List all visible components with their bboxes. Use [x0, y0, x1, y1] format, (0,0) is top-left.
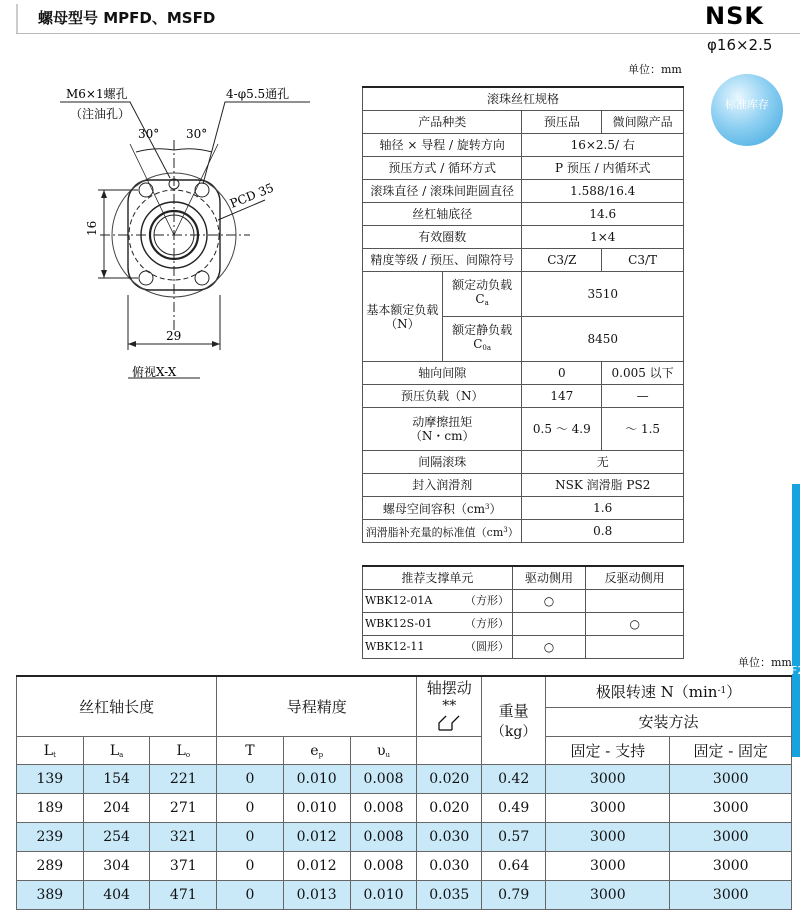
spec-precision-b: C3/T	[602, 249, 684, 272]
col-speed: 极限转速 $N(\min^{-1})$	[546, 676, 792, 707]
support-nondrive	[586, 636, 684, 659]
support-drive: ○	[512, 590, 586, 613]
table-cell: 0.030	[417, 852, 482, 881]
support-table	[362, 565, 684, 659]
table-cell: 3000	[670, 765, 792, 794]
spec-refill-value: 0.8	[522, 520, 684, 543]
spec-precision-label: 精度等级 / 预压、间隙符号	[363, 249, 522, 272]
header-divider	[16, 33, 800, 34]
table-cell: 404	[83, 881, 150, 910]
support-nondrive	[586, 590, 684, 613]
table-cell: 3000	[546, 794, 670, 823]
table-cell: 0	[217, 794, 284, 823]
table-cell: 0.79	[482, 881, 546, 910]
spec-row-value: 14.6	[522, 203, 684, 226]
table-cell: 3000	[670, 881, 792, 910]
col-runout	[417, 676, 482, 737]
support-model: WBK12S-01	[363, 613, 463, 636]
spec-row-label: 滚珠直径 / 滚珠间距圆直径	[363, 180, 522, 203]
col-ep: $e_p$	[283, 737, 350, 765]
spec-row-value: 1×4	[522, 226, 684, 249]
spec-row-value: 1.588/16.4	[522, 180, 684, 203]
table-cell: 3000	[546, 765, 670, 794]
table-cell: 0	[217, 765, 284, 794]
support-nondrive: ○	[586, 613, 684, 636]
support-drive: ○	[512, 636, 586, 659]
spec-axial-label: 轴向间隙	[363, 362, 522, 385]
dimension-table	[16, 675, 792, 910]
table-cell: 0.012	[283, 823, 350, 852]
table-cell: 0.010	[350, 881, 417, 910]
col-runout-mark: **	[442, 698, 457, 714]
spec-table	[362, 86, 684, 543]
table-cell: 3000	[546, 823, 670, 852]
spec-preload-product: 预压品	[522, 111, 602, 134]
thru-hole-label: 4-φ5.5通孔	[226, 87, 290, 101]
support-shape: （圆形）	[462, 636, 512, 659]
spec-torque-b: ～ 1.5	[602, 408, 684, 451]
table-cell: 3000	[670, 852, 792, 881]
support-drive	[512, 613, 586, 636]
side-tab	[791, 484, 804, 757]
table-row	[17, 765, 792, 794]
spec-stat-label	[442, 317, 522, 362]
spec-row-value: P 预压 / 内循环式	[522, 157, 684, 180]
col-weight-unit: （kg）	[490, 724, 537, 740]
spec-lube-label: 封入润滑剂	[363, 474, 522, 497]
spec-dyn-symbol: $C_a$	[475, 292, 489, 307]
table-cell: 0.64	[482, 852, 546, 881]
hole-bl	[139, 271, 153, 285]
spec-volume-label: 螺母空间容积$(cm^3)$	[363, 497, 522, 520]
table-cell: 139	[17, 765, 84, 794]
support-header: 驱动侧用	[512, 566, 586, 590]
table-cell: 204	[83, 794, 150, 823]
angle-right-label: 30°	[186, 127, 208, 141]
spec-dyn-label	[442, 272, 522, 317]
table-cell: 371	[150, 852, 217, 881]
spec-torque-unit: （N・cm）	[409, 429, 475, 443]
table-cell: 0	[217, 823, 284, 852]
nut-drawing	[40, 80, 340, 400]
hole-label: M6×1螺孔	[66, 87, 128, 101]
table-cell: 0.010	[283, 794, 350, 823]
unit-label: 单位：mm	[628, 63, 682, 76]
table-cell: 0.008	[350, 823, 417, 852]
col-weight-text: 重量	[498, 702, 529, 720]
brand-logo: NSK	[705, 2, 764, 30]
col-vu: $\upsilon_u$	[350, 737, 417, 765]
table-cell: 0.42	[482, 765, 546, 794]
table-row	[17, 852, 792, 881]
spec-row-label: 轴径 × 导程 / 旋转方向	[363, 134, 522, 157]
support-header: 反驱动侧用	[586, 566, 684, 590]
spec-axial-a: 0	[522, 362, 602, 385]
hole-tr	[195, 183, 209, 197]
table-cell: 0.020	[417, 794, 482, 823]
table-cell: 0.008	[350, 794, 417, 823]
table-cell: 0.030	[417, 823, 482, 852]
table-cell: 271	[150, 794, 217, 823]
table-cell: 471	[150, 881, 217, 910]
spec-title: 滚珠丝杠规格	[363, 87, 684, 111]
spec-axial-b: 0.005 以下	[602, 362, 684, 385]
spec-load-unit: （N）	[385, 316, 420, 331]
table-cell: 221	[150, 765, 217, 794]
support-model: WBK12-01A	[363, 590, 463, 613]
table-cell: 0.013	[283, 881, 350, 910]
col-T: T	[217, 737, 284, 765]
table-body	[17, 765, 792, 910]
table-cell: 3000	[546, 852, 670, 881]
table-cell: 0.008	[350, 852, 417, 881]
spec-row-value: 16×2.5/ 右	[522, 134, 684, 157]
table-cell: 0.008	[350, 765, 417, 794]
table-cell: 321	[150, 823, 217, 852]
support-header: 推荐支撑单元	[363, 566, 513, 590]
table-cell: 389	[17, 881, 84, 910]
spec-stat-value: 8450	[522, 317, 684, 362]
spec-lube-value: NSK 润滑脂 PS2	[522, 474, 684, 497]
col-runout-text: 轴摆动	[426, 679, 472, 697]
spec-torque-label	[363, 408, 522, 451]
hole-br	[195, 271, 209, 285]
hole-tl	[139, 183, 153, 197]
col-weight	[482, 676, 546, 765]
col-length: 丝杠轴长度	[17, 676, 217, 737]
spec-stat-text: 额定静负载	[452, 323, 513, 337]
col-fixed-fixed: 固定 - 固定	[670, 737, 792, 765]
table-cell: 254	[83, 823, 150, 852]
table-cell: 3000	[670, 794, 792, 823]
table-cell: 0	[217, 881, 284, 910]
spec-preload-label: 预压负载（N）	[363, 385, 522, 408]
table-cell: 304	[83, 852, 150, 881]
stock-badge: 标准库存	[725, 98, 769, 111]
table-cell: 0.020	[417, 765, 482, 794]
table-cell: 0	[217, 852, 284, 881]
view-label: 俯视X-X	[132, 365, 177, 379]
spec-volume-value: 1.6	[522, 497, 684, 520]
spec-micro-gap-product: 微间隙产品	[602, 111, 684, 134]
support-shape: （方形）	[462, 613, 512, 636]
table-row	[17, 794, 792, 823]
spec-preload-a: 147	[522, 385, 602, 408]
side-tab-label: F2	[791, 664, 804, 677]
spec-spacer-value: 无	[522, 451, 684, 474]
hole-sublabel: （注油孔）	[70, 107, 131, 121]
table-row	[17, 823, 792, 852]
pcd-label: PCD 35	[227, 180, 276, 211]
table-cell: 3000	[546, 881, 670, 910]
runout-icon	[436, 714, 462, 732]
support-shape: （方形）	[462, 590, 512, 613]
spec-product-type: 产品种类	[363, 111, 522, 134]
spec-row-label: 丝杠轴底径	[363, 203, 522, 226]
table-cell: 0.010	[283, 765, 350, 794]
angle-arc-right	[174, 149, 212, 152]
spec-row-label: 有效圈数	[363, 226, 522, 249]
spec-torque-text: 动摩擦扭矩	[412, 415, 473, 429]
width-dim-label: 29	[166, 329, 182, 343]
table-cell: 0.57	[482, 823, 546, 852]
header-accent-bar	[16, 4, 18, 34]
height-dim-label: 16	[85, 220, 99, 236]
support-model: WBK12-11	[363, 636, 463, 659]
table-row	[17, 881, 792, 910]
table-cell: 0.012	[283, 852, 350, 881]
angle-left-label: 30°	[138, 127, 160, 141]
table-cell: 239	[17, 823, 84, 852]
col-Lo: $L_o$	[150, 737, 217, 765]
spec-precision-a: C3/Z	[522, 249, 602, 272]
col-mount: 安装方法	[546, 707, 792, 736]
spec-load-title: 基本额定负载	[366, 302, 439, 317]
col-lead-accuracy: 导程精度	[217, 676, 417, 737]
spec-dyn-value: 3510	[522, 272, 684, 317]
spec-load-label	[363, 272, 443, 362]
page-title: 螺母型号 MPFD、MSFD	[38, 9, 216, 27]
table-cell: 3000	[670, 823, 792, 852]
spec-spacer-label: 间隔滚珠	[363, 451, 522, 474]
unit-label-bottom: 单位：mm	[738, 656, 792, 669]
table-cell: 189	[17, 794, 84, 823]
col-fixed-support: 固定 - 支持	[546, 737, 670, 765]
spec-preload-b: —	[602, 385, 684, 408]
table-cell: 0.035	[417, 881, 482, 910]
table-cell: 0.49	[482, 794, 546, 823]
col-runout-blank	[417, 737, 482, 765]
size-label: φ16×2.5	[707, 36, 773, 54]
spec-stat-symbol: $C_{0a}$	[473, 337, 492, 352]
spec-row-label: 预压方式 / 循环方式	[363, 157, 522, 180]
spec-dyn-text: 额定动负载	[452, 278, 513, 292]
col-Lt: $L_t$	[17, 737, 84, 765]
table-cell: 289	[17, 852, 84, 881]
col-La: $L_a$	[83, 737, 150, 765]
spec-torque-a: 0.5 ～ 4.9	[522, 408, 602, 451]
spec-refill-label: 润滑脂补充量的标准值$(cm^3)$	[363, 520, 522, 543]
table-cell: 154	[83, 765, 150, 794]
